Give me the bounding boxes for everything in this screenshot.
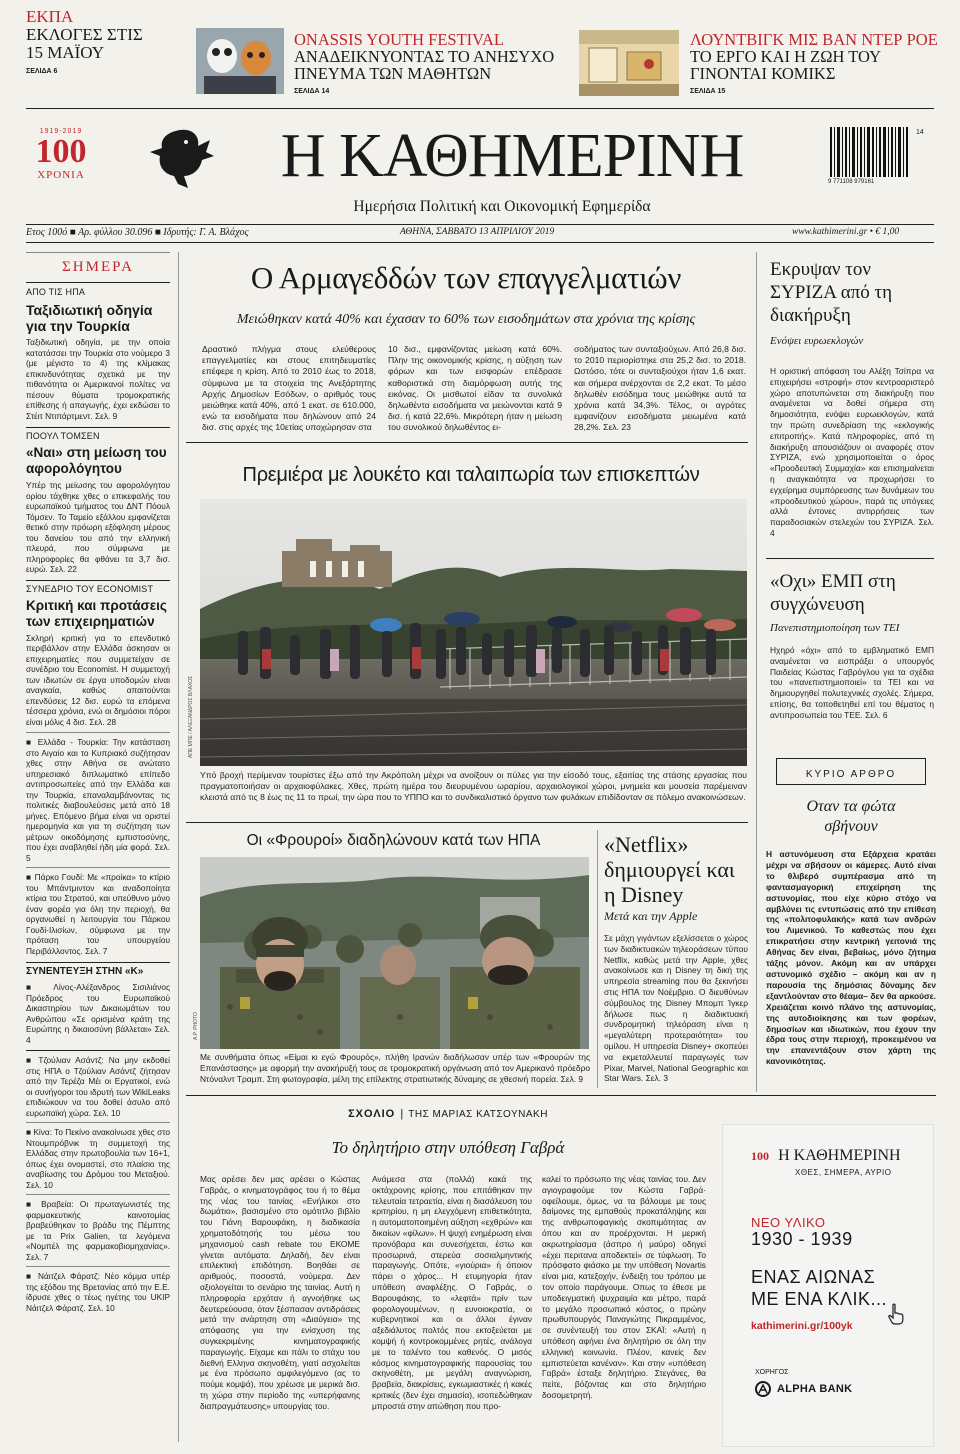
sidebar-text: Υπέρ της μείωσης του αφορολόγητου ορίου τάχθηκε χθες ο επικεφαλής του ευρωπαϊκού τμήματος του ΔΝΤ Πόουλ Τόμσεν. Το Ταμείο εξάλλου εμφανίζεται θετικό στην πρόωρη εξόφληση μέρους του δανείου του από την ελληνική πλευρά, που σύμφωνα με πληροφορίες θα φθάνει τα 3,7 δισ. ευρώ. Σελ. 22 <box>26 480 170 574</box>
column-rule-netflix <box>597 830 598 1088</box>
info-line-top <box>26 224 934 225</box>
lead-col-3: σοδήματος των συνταξιούχων. Από 26,8 δισ. το 2010 περιορίστηκε στα 25,2 δισ. το 2018. Ωστόσο, τότε οι συνταξιούχοι ήταν 1,6 εκατ. και σήμερα ανέρχονται σε 2,2 εκατ. Το μέσο δηλωθέν εισόδημα τους μειώθηκε αυτά τα χρόνια κατά 34,3%. Τέλος, οι αγρότες εμφανίζουν εισοδήματα μειωμένα κατά 28,2%. Σελ. 23 <box>574 344 746 433</box>
promo-url[interactable]: kathimerini.gr/100yk <box>751 1320 853 1332</box>
promo-slogan-2: ΜΕ ΕΝΑ ΚΛΙΚ... <box>751 1289 888 1309</box>
teaser-3-image <box>579 30 679 96</box>
right-divider-1 <box>766 558 934 559</box>
cursor-hand-icon <box>887 1303 905 1325</box>
teaser-3[interactable] <box>690 31 940 99</box>
anniversary-range: 1919-2019 <box>39 128 83 135</box>
sidebar-section: ΠΟΟΥΛ ΤΟΜΣΕΝ <box>26 431 100 441</box>
promo-range: 1930 - 1939 <box>751 1229 853 1249</box>
column-col-3: καλεί το πρόσωπο της νέας ταινίας του. Δεν αγιογραφούμε τον Κώστα Γαβρά· οφείλουμε, όμως, να τα βάλουμε με τους δαίμονες της εμπαθούς προκατάληψης και της ανθρωποφαγικής σκοπιμότητας αν όπου και αν προέρχονται. Η μερική ακρωτηρίασμα (άσπρο ή μαύρο) οδηγεί «έχει περιτανα αποδεκτεί» σε τύφλωση. Το πρόσφατο φιάσκο με την υπόθεση Novartis είναι μια, κατεξοχήν, ένδειξη του τρόπου με τον οποίο παράγουμε. Οπως το έθεσε με υποδειγματική ψυχραιμία και μέτρο, παρά το μεγάλο προσωπικό κόστος, ο πρώην πρωθυπουργός Παναγιώτης Πικραμμένος, σε συνέντευξή του στον ΣΚΑΪ: «Αυτή η υπόθεση αφήνει ένα δηλητήριο σε όλη την ελληνική κοινωνία. Πλέον, κανείς δεν εμπιστεύεται κανέναν». Και στην «υπόθεση Γαβρά» έσταξε δηλητήριο. Στεγάνες, θα πείτε, βόζοντας και στο δηλητήριο δοσομετρητή. <box>542 1174 706 1400</box>
editorial-box <box>766 758 936 1088</box>
sidebar-item[interactable] <box>26 287 170 421</box>
sidebar-text: ■ Λίνος-Αλέξανδρος Σισιλιάνος Πρόεδρος του Ευρωπαϊκού Δικαστηρίου των Δικαιωμάτων του Ανθρώπου «Σε ορισμένα κράτη της Ευρώπης η δικαιοσύνη βάλλεται» Σελ. 4 <box>26 982 170 1045</box>
column-col-2: Ανάμεσα στα (πολλά) κακά της οκτάχρονης κρίσης, που επιτάθηκαν την τελευταία τετραετία, είναι η διασάλευση του κριτηρίου, η μη ελεγχόμενη επιθετικότητα, η αυτοματοποιημένη αύξηση «εχθρών» και δικαίων «φίλων». Η ψυχή ενημέρωση είναι προνόβαρα και συνεσήχεται, έστω και προσωρινά, στερεύα σοσιαλμηντικής παραγωγής. Οπότε, «γιούρια» ή όποιον πάρει ο χάρος... Η ετυμηγορία ήταν υπόθεση αναφλέξης. Ο Γαβράς, ο Βαρουφάκης, το «λεφτά» πρίν των φορολογουμένων, η ευνοιοκρατία, οι κυβερνητικοί και οι άλλοι έγιναν αξεδιάλυτος πολτός που εκτοξεύεται με κομψή ή κοντροκομμένες ρητές, ανάλογα με το ταλέντο του καθενός. Ο μισός κόσμος κινηματογραφικής παρουσίας του σκηνοθέτη, με μεγάλη αναγνώριση, βραβεία, διακρίσεις, εγκωμιαστικές ή κακές κριτικές (δεν έχει σημασία), ισοπεδώθηκαν μπροστά στην απώθηση που προ- <box>372 1174 532 1411</box>
sidebar-rule <box>26 252 170 253</box>
info-left: Ετος 100ό ■ Αρ. φύλλου 30.096 ■ Ιδρυτής: Γ. Α. Βλάχος <box>26 227 249 238</box>
sidebar-item[interactable] <box>26 584 170 728</box>
column-rule-right <box>756 252 757 1092</box>
teaser-2[interactable] <box>294 31 564 99</box>
sidebar-divider <box>26 427 170 428</box>
mid-divider <box>186 822 748 823</box>
emp-deck: Πανεπιστημιοποίηση των ΤΕΙ <box>770 622 900 634</box>
column-top-divider <box>186 1095 936 1096</box>
teaser-title: ΑΝΑΔΕΙΚΝΥΟΝΤΑΣ ΤΟ ΑΝΗΣΥΧΟ ΠΝΕΥΜΑ ΤΩΝ ΜΑΘΗΤΩΝ <box>294 47 555 83</box>
promo-slogan-1: ΕΝΑΣ ΑΙΩΝΑΣ <box>751 1267 876 1287</box>
teaser-page: ΣΕΛΙΔΑ 6 <box>26 68 58 75</box>
sidebar-header: ΣΗΜΕΡΑ <box>62 259 134 275</box>
anniversary-badge <box>26 128 96 181</box>
acropolis-photo <box>200 499 747 766</box>
sidebar-brief[interactable]: ■ Νάιτζελ Φάρατζ: Νέο κόμμα υπέρ της εξόδου της Βρετανίας από την Ε.Ε. ίδρυσε χθες ο τέως ηγέτης του UKIP Νάιτζελ Φάρατζ. Σελ. 10 <box>26 1271 170 1313</box>
sidebar-divider <box>26 1194 170 1195</box>
sidebar-brief[interactable]: ■ Βραβεία: Οι πρωταγωνιστές της φαρμακευτικής καινοτομίας βραβεύθηκαν το βράδυ της Πέμπτης με τα Prix Galien, τα λεγόμενα «Νομπέλ της φαρμακοβιομηχανίας». Σελ. 7 <box>26 1199 170 1262</box>
guards-headline[interactable]: Οι «Φρουροί» διαδηλώνουν κατά των ΗΠΑ <box>246 832 541 849</box>
anniversary-word: ΧΡΟΝΙΑ <box>37 169 85 181</box>
sidebar-divider <box>26 1050 170 1051</box>
masthead-title: Η ΚΑΘΗΜΕΡΙΝΗ <box>280 122 744 190</box>
column-headline[interactable]: Το δηλητήριο στην υπόθεση Γαβρά <box>331 1138 565 1157</box>
column-rule-left <box>178 252 179 1442</box>
sidebar-divider <box>26 867 170 868</box>
teaser-kicker: ΛΟΥΝΤΒΙΓΚ ΜΙΣ ΒΑΝ ΝΤΕΡ ΡΟΕ <box>690 30 938 49</box>
sidebar-divider <box>26 580 170 581</box>
sidebar-item[interactable] <box>26 431 170 575</box>
sidebar-section: ΑΠΟ ΤΙΣ ΗΠΑ <box>26 287 86 297</box>
emp-text: Ηχηρό «όχι» από το εμβληματικό ΕΜΠ αναμένεται να εισπράξει ο υπουργός Παιδείας Κώστας Γαβρόγλου για τα σχέδια του «πανεπιστημιοποιεί» τα ΤΕΙ και να δημιουργηθεί πολυτεχνικές σχολές. Σήμερα, επίσης, θα τοποθετηθεί επί του θέματος η αντιπροσωπεία του ΤΕΕ. Σελ. 6 <box>770 645 934 720</box>
syriza-headline[interactable]: Εκρυψαν τον ΣΥΡΙΖΑ από τη διακήρυξη <box>770 259 893 326</box>
netflix-deck: Μετά και την Apple <box>604 909 698 923</box>
guards-photo-credit: A.P. PHOTO <box>193 1012 199 1040</box>
editorial-label-box <box>776 758 926 785</box>
sidebar <box>26 252 170 1447</box>
masthead-subtitle: Ημερήσια Πολιτική και Οικονομική Εφημερίδα <box>353 198 651 215</box>
teaser-2-image <box>196 28 284 94</box>
acropolis-photo-credit: ΑΠΕ ΜΠΕ / ΑΛΕΞΑΝΔΡΟΣ ΒΛΑΧΟΣ <box>188 675 194 758</box>
sidebar-divider <box>26 732 170 733</box>
column-col-1: Μας αρέσει δεν μας αρέσει ο Κώστας Γαβράς, ο κινηματογράφος του ή το θέμα της νέας του ταινίας «Ενήλικοι στο δωμάτιο», βασισμένο στο ομότιτλο βιβλίο του Γιάνη Βαρουφάκη, η διαδικασία χρηματοδότησής του μέσω του μηχανισμού cash rebate του ΕΚΟΜΕ γίνεται αυτόματα. Δηλαδή, δεν είναι επιλεκτική επιδότηση. Βοηθάει σε αριθμούς, ποσοστά, νούμερα. Δεν αξιολογείται το σενάριο της ταινίας. Αυτή η πληροφορία ερχόταν ή αγνοήθηκε ως δευτερεύουσα, όταν ξέσπασαν αντιδράσεις μετά την ανάρτηση στη «Διαύγεια» της απόφασης για την ενίσχυση της συγκεκριμένης κινηματογραφικής παραγωγής. Είχαμε και πάλι το στάχυ του διεθνή Ελληνα σκηνοθέτη, γιατί ασχολείται με ένα πρόσωπο αμφιλεγόμενο (ας το πούμε κομψά), που χρέωσε με μερικά δισ. τη χώρα στην περίοδο της «υπερήφανης διαπραγμάτευσης» υπουργίας του. <box>200 1174 360 1411</box>
alpha-bank-logo-icon <box>755 1381 771 1397</box>
info-center: ΑΘΗΝΑ, ΣΑΒΒΑΤΟ 13 ΑΠΡΙΛΙΟΥ 2019 <box>400 227 555 237</box>
lead-divider <box>186 442 748 443</box>
promo-header <box>751 1145 931 1165</box>
promo-sponsor: ALPHA BANK <box>777 1383 853 1395</box>
teaser-kicker: ONASSIS YOUTH FESTIVAL <box>294 30 504 49</box>
sidebar-brief[interactable]: ■ Ελλάδα - Τουρκία: Την κατάσταση στο Αιγαίο και το Κυπριακό συζήτησαν χθες στην Αθήνα σε ανώτατο υπηρεσιακό διπλωματικό επίπεδο αντιπροσωπείες από την Ελλάδα και την Τουρκία, επαναλαμβάνοντας τις πολιτικές διαβουλεύσεις μετά από 18 μήνες. Επόμενο βήμα είναι να οριστεί ημερομηνία και για τη συζήτηση των μέτρων οικοδόμησης εμπιστοσύνης, που έχει αναβληθεί ήδη μία φορά. Σελ. 5 <box>26 737 170 863</box>
emp-headline[interactable]: «Οχι» ΕΜΠ στη συγχώνευση <box>770 571 896 615</box>
anniversary-number: 100 <box>35 133 87 170</box>
editorial-text: Η αστυνόμευση στα Εξάρχεια κρατάει μέχρι να σβήσουν οι κάμερες. Αυτό είναι το θλιβερό συμπέρασμα από τη φαντασμαγορική επιχείρηση της αστυνομίας, που είχε κύριο στόχο να αμβλύνει τις εντυπώσεις από την επίθεση της «πολιτοφυλακής» κατά των ανδρών του Λιμενικού. Το καθεστώς που έχει επικρατήσει στην κεντρική γειτονιά της Αθήνας δεν είναι, βεβαίως, μόνο ζήτημα τάξης μόνον. Ακόμη και αν υπάρχει αστυνομικό σχέδιο – ακόμη και αν η παρουσία της δημόσιας δύναμης δεν εξαντλούνταν στο θέαμα– δεν θα αρκούσε. Χρειάζεται κοινό πλάνο της αστυνομίας, της αυτοδιοίκησης και των φορέων, δημοσίων και ιδιωτικών, που έχουν την έδρα τους στην περιοχή, προκειμένου να την επανεντάξουν στον χάρτη της κανονικότητας. <box>766 849 936 1067</box>
info-line-bottom <box>26 242 934 243</box>
promo-title: Η ΚΑΘΗΜΕΡΙΝΗ <box>778 1147 901 1164</box>
barcode <box>828 127 934 197</box>
lead-col-1: Δραστικό πλήγμα στους ελεύθερους επαγγελματίες και στους επιτηδευματίες επέφερε η κρίση. Από το 2010 έως το 2018, σύμφωνα με τα στοιχεία της Ανεξάρτητης Αρχής Δημοσίων Εσόδων, ο αριθμός τους μειώθηκε κατά 40%, από 1 εκατ. σε 610.000, ενώ τα εισοδήματα που δηλώνουν από 24 δισ. στις αρχές της 10ετίας υποχώρησαν στα <box>202 344 376 433</box>
sidebar-divider <box>26 1266 170 1267</box>
sidebar-brief[interactable]: ■ Τζούλιαν Ασάντζ: Να μην εκδοθεί στις ΗΠΑ ο Τζούλιαν Ασάντζ ζήτησαν από την Τερέζα Μέι οι Εργατικοί, ενώ οι συνήγοροι του ιδρυτή των WikiLeaks επιδιώκουν να του δοθεί άσυλο από ευρωπαϊκή χώρα. Σελ. 10 <box>26 1055 170 1118</box>
barcode-number: 9 771108 979161 <box>828 179 875 185</box>
lead-deck: Μειώθηκαν κατά 40% και έχασαν το 60% των εισοδημάτων στα χρόνια της κρίσης <box>236 312 696 327</box>
promo-sponsor-label: ΧΟΡΗΓΟΣ <box>755 1369 789 1376</box>
lead-headline[interactable]: Ο Αρμαγεδδών των επαγγελματιών <box>250 260 682 295</box>
sidebar-section: ΣΥΝΕΝΤΕΥΞΗ ΣΤΗΝ «Κ» <box>26 966 144 977</box>
sidebar-divider <box>26 962 170 963</box>
acropolis-caption: Υπό βροχή περίμεναν τουρίστες έξω από την Ακρόπολη μέχρι να ανοίξουν οι πύλες για την είσοδό τους, εξαιτίας της στάσης εργασίας που πραγματοποιήσαν οι αρχαιοφύλακες. Χθες, πρώτη ημέρα του διευρυμένου ωραρίου, αρχαιολογικοί χώροι, μνημεία και μουσεία παρέμειναν κλειστά από τις 8 έως τις 11 το πρωί, την ώρα που το ΥΠΠΟ και το συνδικαλιστικό όργανο των φυλάκων επιδίδονταν σε πόλεμο ανακοινώσεων. <box>200 770 747 802</box>
teaser-title: ΤΟ ΕΡΓΟ ΚΑΙ Η ΖΩΗ ΤΟΥ ΓΙΝΟΝΤΑΙ ΚΟΜΙΚΣ <box>690 47 881 83</box>
sidebar-text: Ταξιδιωτική οδηγία, με την οποία κατατάσσει την Τουρκία στο νούμερο 3 (με μέγιστο το 4) της κλίμακας επικινδυνότητας σχετικά με την πιθανότητα οι Αμερικανοί πολίτες να πέσουν θύματα τρομοκρατικής επίθεσης ή απαγωγής, έχει εκδώσει το Στέιτ Ντιπάρτμεντ. Σελ. 9 <box>26 337 170 421</box>
sidebar-text: Σκληρή κριτική για το επενδυτικό περιβάλλον στην Ελλάδα άσκησαν οι επιχειρηματίες που συμμετείχαν σε συνέδριο του Economist. Η συμμετοχή των ιδιωτών σε έργα υποδομών είναι αναγκαία, καθώς απαιτούνται επενδύσεις 12 δισ. ευρώ τα επόμενα τέσσερα χρόνια, ενώ οι δημόσιοι πόροι είναι μόλις 4 δισ. Σελ. 28 <box>26 632 170 727</box>
teaser-kicker: ΕΚΠΑ <box>26 7 74 26</box>
sidebar-title: Κριτική και προτάσεις των επιχειρηματιών <box>26 597 167 629</box>
top-divider <box>26 108 934 109</box>
acropolis-headline[interactable]: Πρεμιέρα με λουκέτο και ταλαιπωρία των επισκεπτών <box>242 464 700 486</box>
teaser-1[interactable] <box>26 8 186 103</box>
syriza-text: Η οριστική απόφαση του Αλέξη Τσίπρα να επιχειρήσει «στροφή» στον κεντροαριστερό χώρο αποτυπώνεται στη διακήρυξη που αναμένεται να δοθεί σήμερα στη δημοσιότητα, ενόψει ευρωεκλογών, κατά την πρώτη συνεδρίαση της «εκλογικής επιτροπής». Κατά πληροφορίες, από τη διακήρυξη απουσιάζουν οι αναφορές στον ΣΥΡΙΖΑ, ενώ χρησιμοποιείται ο όρος «Προοδευτική Συμμαχία» και επισημαίνεται η αναγκαιότητα να προχωρήσει το εγχείρημα συμπόρευσης των δυνάμεων του «προοδευτικού χώρου», παρά τις υπόγειες αλλά έντονες αντιρρήσεις των παραδοσιακών στελεχών του ΣΥΡΙΖΑ. Σελ. 4 <box>770 366 934 538</box>
barcode-issue: 14 <box>916 129 924 136</box>
griffin-logo-icon <box>140 122 220 192</box>
sidebar-brief[interactable]: ■ Πάρκο Γουδί: Με «προίκα» το κτίριο του Μπάντμιντον και αναδοποίητα κτίρια του Στρατού, και υπεύθυνο μόνο έναν φορέα για όλη την περιοχή, θα οργανωθεί η λειτουργία του Πάρκου Γουδί-Ιλισίων, σύμφωνα με την πρόταση του υπουργείου Περιβάλλοντος. Σελ. 7 <box>26 872 170 956</box>
sidebar-divider <box>26 1122 170 1123</box>
teaser-page: ΣΕΛΙΔΑ 15 <box>690 88 726 95</box>
sidebar-header-rule <box>26 282 170 283</box>
editorial-label: ΚΥΡΙΟ ΑΡΘΡΟ <box>805 769 897 780</box>
syriza-deck: Ενόψει ευρωεκλογών <box>770 335 864 347</box>
promo-ad[interactable] <box>722 1124 934 1447</box>
teaser-title: ΕΚΛΟΓΕΣ ΣΤΙΣ 15 ΜΑΪΟΥ <box>26 25 143 62</box>
sidebar-title: Ταξιδιωτική οδηγία για την Τουρκία <box>26 302 153 334</box>
promo-years: 100 <box>751 1149 769 1163</box>
promo-subtitle: ΧΘΕΣ, ΣΗΜΕΡΑ, ΑΥΡΙΟ <box>795 1168 892 1177</box>
column-author: ΤΗΣ ΜΑΡΙΑΣ ΚΑΤΣΟΥΝΑΚΗ <box>408 1109 548 1120</box>
sidebar-section: ΣΥΝΕΔΡΙΟ ΤΟΥ ECONOMIST <box>26 583 154 594</box>
teaser-page: ΣΕΛΙΔΑ 14 <box>294 88 330 95</box>
netflix-headline[interactable]: «Netflix» δημιουργεί και η Disney <box>604 832 735 907</box>
editorial-headline[interactable]: Οταν τα φώτα σβήνουν <box>806 798 896 835</box>
lead-col-2: 10 δισ., εμφανίζοντας μείωση κατά 60%. Πλην της οικονομικής κρίσης, η αύξηση των φόρων και των εισφορών επέδρασε καθοριστικά στη διαμόρφωση αυτής της εικόνας. Οι μισθωτοί είδαν τα συνολικά δηλωθέντα εισοδήματα να μειώνονται κατά 9 δισ. ή κατά 22,6%. Μικρότερη ήταν η μείωση του συνολικού δηλωθέντος ει- <box>388 344 562 433</box>
sidebar-item[interactable] <box>26 966 170 1045</box>
column-separator: | <box>400 1108 404 1120</box>
column-label: ΣΧΟΛΙΟ <box>348 1108 396 1120</box>
promo-new-label: ΝΕΟ ΥΛΙΚΟ <box>751 1215 826 1230</box>
column-label-row <box>186 1102 710 1121</box>
guards-caption: Με συνθήματα όπως «Είμαι κι εγώ Φρουρός», πλήθη Ιρανών διαδήλωσαν υπέρ των «Φρουρών της Επανάστασης» με αφορμή την ανακήρυξή τους σε τρομοκρατική οργάνωση από τον Αμερικανό πρόεδρο Ντόναλντ Τραμπ. Στη φωτογραφία, μέλη της επίλεκτης στρατιωτικής δύναμης σε χθεσινή πορεία. Σελ. 9 <box>200 1052 590 1084</box>
guards-photo <box>200 857 589 1049</box>
sidebar-title: «Ναι» στη μείωση του αφορολόγητου <box>26 445 167 476</box>
sidebar-brief[interactable]: ■ Κίνα: Το Πεκίνο ανακοίνωσε χθες στο Ντουμπρόβνικ τη συμμετοχή της Ελλάδας στην πρωτοβουλία των 16+1, όπως έχει ονομαστεί, στο πλαίσιο της αναβίωσης του Δρόμου του Μεταξιού. Σελ. 10 <box>26 1127 170 1190</box>
netflix-text: Σε μάχη γιγάντων εξελίσσεται ο χώρος των διαδικτυακών τηλεοράσεων τύπου Netflix, καθώς μετά την Apple, χθες ανακοίνωσε και η Disney τη δική της υπηρεσία streaming που θα ξεκινήσει στις ΗΠΑ τον Νοέμβριο. Ο διευθύνων σύμβουλος της Disney Μπομπ Ίγκερ δήλωσε πως η διαδικτυακή συνδρομητική τηλεόραση είναι η «μεγαλύτερη προτεραιότητα» του ομίλου. Η υπηρεσία Disney+ σκοπεύει να εκμεταλλευτεί παραγωγές των Pixar, Marvel, National Geographic και Star Wars. Σελ. 3 <box>604 933 748 1084</box>
info-right: www.kathimerini.gr • € 1,00 <box>792 227 900 237</box>
